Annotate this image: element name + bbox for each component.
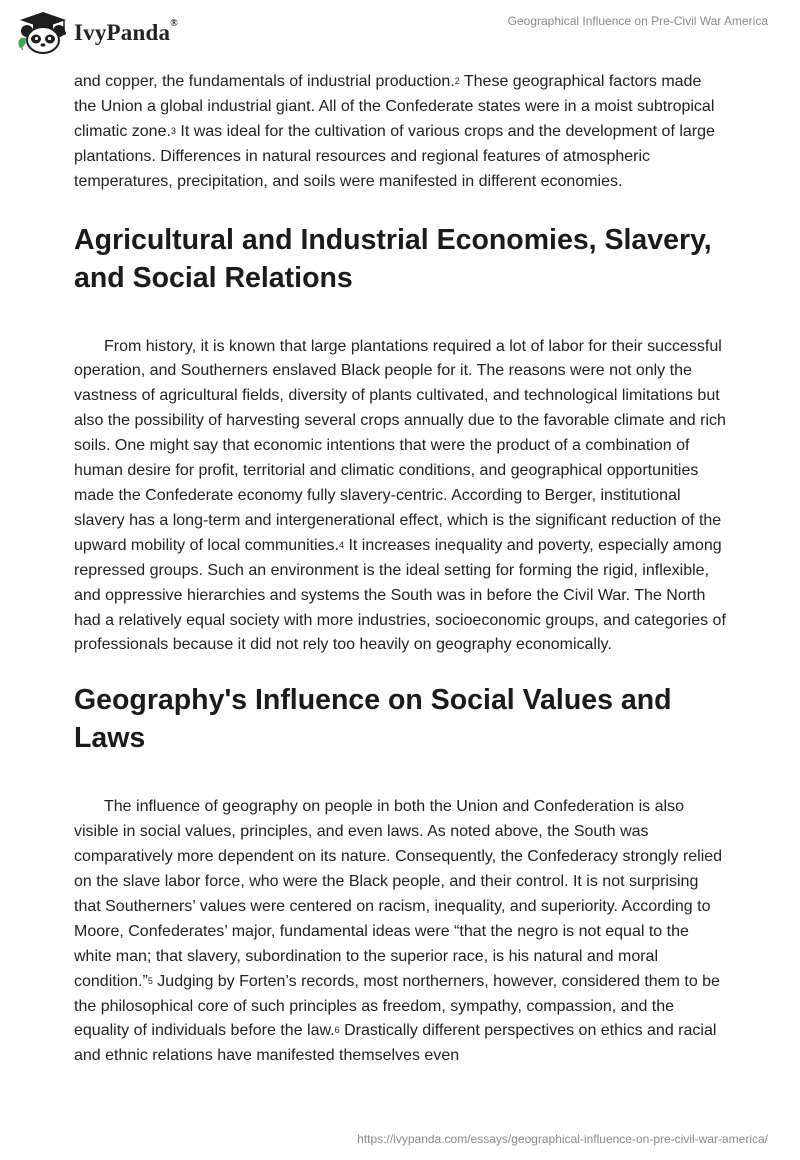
brand-logo[interactable] bbox=[14, 10, 178, 56]
section-heading-social-values: Geography's Influence on Social Values and Laws bbox=[74, 684, 672, 755]
paragraph-2: From history, it is known that large plantations required a lot of labor for their successful operation, and Southerners enslaved Black people for it. The reasons were not only the vastness of agricultural fields, diversity of plants cultivated, and technological limitations but also the possibility of harvesting several crops annually due to the favorable climate and rich soils. One might say that economic intentions that were the product of a combination of human desire for profit, territorial and climatic conditions, and geographical opportunities made the Confederate economy fully slavery-centric. According to Berger, institutional slavery has a long-term and intergenerational effect, which is the significant reduction of the upward mobility of local communities.$^4$ It increases inequality and poverty, especially among repressed groups. Such an environment is the ideal setting for forming the rigid, inflexible, and oppressive hierarchies and systems the South was in before the Civil War. The North had a relatively equal society with more industries, socioeconomic groups, and categories of professionals because it did not rely too heavily on geography economically. bbox=[74, 337, 726, 654]
section-heading-economies: Agricultural and Industrial Economies, Slavery, and Social Relations bbox=[74, 223, 712, 294]
footnote-ref[interactable]: 4 bbox=[339, 539, 345, 550]
article-body bbox=[74, 70, 726, 1069]
brand-name: IvyPanda® bbox=[74, 18, 178, 45]
footnote-ref[interactable]: 3 bbox=[170, 125, 176, 136]
source-url-link[interactable]: https://ivypanda.com/essays/geographical-influence-on-pre-civil-war-america/ bbox=[357, 1132, 768, 1146]
paragraph-3: The influence of geography on people in both the Union and Confederation is also visible in social values, principles, and even laws. As noted above, the South was comparatively more dependent on its nature. Consequently, the Confederacy strongly relied on the slave labor force, who were the Black people, and their control. It is not surprising that Southerners’ values were centered on racism, inequality, and superiority. According to Moore, Confederates’ major, fundamental ideas were “that the negro is not equal to the white man; that slavery, subordination to the superior race, is his natural and moral condition.”$^5$ Judging by Forten’s records, most northerners, however, considered them to be the philosophical core of such principles as freedom, sympathy, compassion, and the equality of individuals before the law.$^6$ Drastically different perspectives on ethics and racial and ethnic relations have manifested themselves even bbox=[74, 798, 723, 1065]
page-header bbox=[0, 0, 800, 70]
footnote-ref[interactable]: 5 bbox=[147, 975, 153, 986]
footnote-ref[interactable]: 6 bbox=[334, 1025, 340, 1036]
document-title: Geographical Influence on Pre-Civil War America bbox=[507, 14, 768, 28]
paragraph-1: and copper, the fundamentals of industrial production.$^2$ These geographical factors made the Union a global industrial giant. All of the Confederate states were in a moist subtropical climatic zone.$^3$ It was ideal for the cultivation of various crops and the development of large plantations. Differences in natural resources and regional features of atmospheric temperatures, precipitation, and soils were manifested in different economies. bbox=[74, 73, 715, 190]
panda-graduate-icon bbox=[14, 10, 72, 56]
footnote-ref[interactable]: 2 bbox=[454, 76, 460, 86]
